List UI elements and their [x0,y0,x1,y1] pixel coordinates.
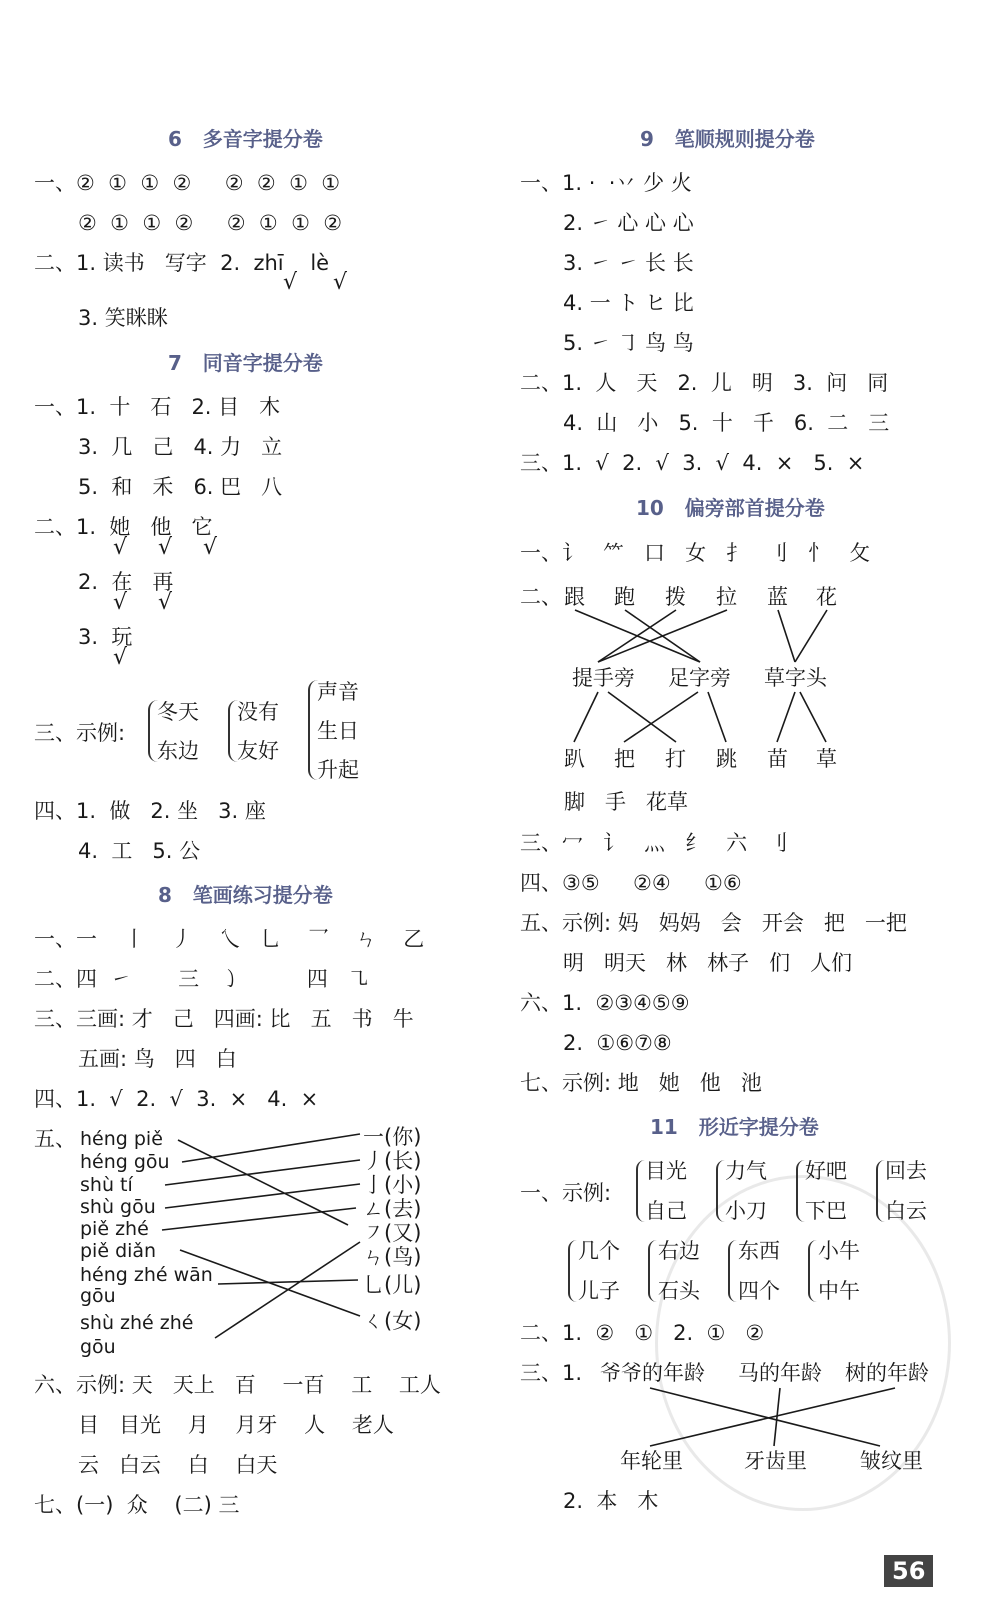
s8-line3: 三、三画: 才 己 四画: 比 五 书 牛 [34,1007,414,1031]
match-line [625,610,700,662]
radical-mid: 提手旁 [572,666,635,690]
place-label: 皱纹里 [860,1449,923,1473]
word: 声音 [317,680,359,704]
match-line [598,610,727,662]
section-9-title: 9 笔顺规则提分卷 [640,127,815,151]
pinyin: piě zhé [80,1218,149,1240]
radical-mid: 足字旁 [668,666,731,690]
check-mark: √ [158,535,173,560]
s7-line5: 2. 在 再 [78,570,174,594]
s9-line6: 二、1. 人 天 2. 儿 明 3. 问 同 [520,371,889,395]
s6-line4: 3. 笑眯眯 [78,306,168,330]
match-line [178,1140,348,1225]
s8-line6-label: 五、 [34,1127,76,1151]
s10-line4: 三、冖 讠 灬 纟 六 刂 [520,831,789,855]
pinyin: gōu [80,1285,116,1307]
match-line [598,610,676,662]
place-label: 年轮里 [620,1449,683,1473]
word: 儿子 [578,1279,620,1303]
s6-line1: 一、② ① ① ② ② ② ① ① [34,171,341,195]
word: 东边 [157,739,199,763]
s9-line1: 一、1. · ·丷 少 火 [520,171,692,195]
pinyin: shù tí [80,1174,133,1196]
match-line [182,1134,360,1162]
radical-top: 蓝 [767,585,788,609]
match-line [215,1242,360,1338]
pinyin: shù gōu [80,1196,156,1218]
match-line [575,610,700,662]
radical-top: 跑 [614,585,635,609]
section-11-title: 11 形近字提分卷 [650,1115,819,1139]
s7-line8: 四、1. 做 2. 坐 3. 座 [34,799,266,823]
age-label: 爷爷的年龄 [600,1361,705,1385]
word: 回去 [885,1159,927,1183]
stroke: ㇇(又) [363,1221,422,1245]
s10-line6: 五、示例: 妈 妈妈 会 开会 把 一把 [520,911,907,935]
pinyin: héng zhé wān [80,1264,213,1286]
s6-line2: ② ① ① ② ② ① ① ② [78,211,343,235]
stroke: 丿(长) [363,1149,422,1173]
s9-line5: 5. ㇀ ㇆ 鸟 鸟 [563,331,694,355]
s7-line3: 5. 和 禾 6. 巴 八 [78,475,283,499]
pinyin: héng piě [80,1128,163,1150]
brace [716,1160,725,1222]
stroke: 一(你) [363,1125,422,1149]
stroke: 乚(儿) [363,1273,422,1297]
radical-bot: 跳 [716,747,737,771]
s8-line8: 目 目光 月 月牙 人 老人 [78,1413,394,1437]
match-line [218,1280,358,1284]
s9-line3: 3. ㇀ ㇀ 长 长 [563,251,694,275]
s7-line6: 3. 玩 [78,625,133,649]
pinyin: piě diǎn [80,1240,157,1262]
radical-top: 花 [816,585,837,609]
stroke: ㄣ(鸟) [363,1245,422,1269]
word: 几个 [578,1239,620,1263]
s8-line7: 六、示例: 天 天上 百 一百 工 工人 [34,1373,441,1397]
s10-line2-label: 二、 [520,585,562,609]
brace [796,1160,805,1222]
word: 白云 [885,1199,927,1223]
brace [876,1160,885,1222]
radical-bot: 把 [614,747,635,771]
check-mark: √ [283,270,298,295]
radical-bot: 草 [816,747,837,771]
word: 没有 [237,700,279,724]
s8-line4: 五画: 鸟 四 白 [78,1047,237,1071]
check-mark: √ [113,535,128,560]
pinyin: héng gōu [80,1151,170,1173]
word: 好吧 [805,1159,847,1183]
brace [808,1240,817,1302]
s10-line10: 七、示例: 地 她 他 池 [520,1071,762,1095]
word: 下巴 [805,1199,847,1223]
s10-line8: 六、1. ②③④⑤⑨ [520,991,690,1015]
s8-line1: 一、一 丨 丿 乀 乚 乛 ㄣ 乙 [34,927,425,951]
word: 冬天 [157,700,199,724]
word: 右边 [658,1239,700,1263]
page-number: 56 [884,1555,933,1587]
s9-line8: 三、1. √ 2. √ 3. √ 4. × 5. × [520,451,865,475]
match-line [778,610,795,662]
s10-line1: 一、讠 ⺮ 口 女 扌 刂 忄 攵 [520,541,871,565]
age-label: 马的年龄 [738,1361,822,1385]
s7-line9: 4. 工 5. 公 [78,839,201,863]
s7-line7-label: 三、示例: [34,721,126,745]
word: 升起 [317,758,359,782]
word: 生日 [317,719,359,743]
check-mark: √ [203,535,218,560]
s11-line3-label: 三、1. [520,1361,583,1385]
s9-line4: 4. 一 ト ヒ 比 [563,291,694,315]
radical-top: 拨 [665,585,686,609]
s9-line2: 2. ㇀ 心 心 心 [563,211,694,235]
s7-line1: 一、1. 十 石 2. 目 木 [34,395,281,419]
match-line [795,610,827,662]
word: 自己 [645,1199,687,1223]
match-line [165,1160,360,1185]
match-line [624,692,698,742]
check-mark: √ [113,645,128,670]
section-7-title: 7 同音字提分卷 [168,351,323,375]
s8-line5: 四、1. √ 2. √ 3. × 4. × [34,1087,319,1111]
brace [568,1240,577,1302]
radical-bot: 打 [665,747,686,771]
s8-line9: 云 白云 白 白天 [78,1453,278,1477]
section-10-title: 10 偏旁部首提分卷 [636,496,825,520]
check-mark: √ [158,590,173,615]
word: 中午 [818,1279,860,1303]
radical-top: 拉 [716,585,737,609]
brace [636,1160,645,1222]
radical-mid: 草字头 [764,666,827,690]
radical-bot: 趴 [564,747,585,771]
word: 力气 [725,1159,767,1183]
word: 友好 [237,739,279,763]
check-mark: √ [113,590,128,615]
place-label: 牙齿里 [744,1449,807,1473]
word: 小牛 [818,1239,860,1263]
s10-line9: 2. ①⑥⑦⑧ [563,1031,672,1055]
match-line [574,692,598,742]
section-8-title: 8 笔画练习提分卷 [158,883,333,907]
pinyin: gōu [80,1336,116,1358]
word: 四个 [738,1279,780,1303]
s10-line5: 四、③⑤ ②④ ①⑥ [520,871,742,895]
age-label: 树的年龄 [845,1361,929,1385]
s8-line10: 七、(一) 众 (二) 三 [34,1493,240,1517]
s7-line2: 3. 几 己 4. 力 立 [78,435,283,459]
stroke: 亅(小) [363,1173,422,1197]
s9-line7: 4. 山 小 5. 十 千 6. 二 三 [563,411,890,435]
stroke: ㄥ(去) [363,1197,422,1221]
s11-line1-label: 一、示例: [520,1181,612,1205]
radical-top: 跟 [564,585,585,609]
word: 目光 [645,1159,687,1183]
s6-line3: 二、1. 读书 写字 2. zhī lè [34,251,330,275]
match-line [800,692,826,742]
word: 小刀 [725,1199,767,1223]
s10-line7: 明 明天 林 林子 们 人们 [563,951,853,975]
section-6-title: 6 多音字提分卷 [168,127,323,151]
match-line [162,1208,356,1230]
s11-line2: 二、1. ② ① 2. ① ② [520,1321,765,1345]
check-mark: √ [333,270,348,295]
stroke: ㄑ(女) [363,1309,422,1333]
match-line [708,692,726,742]
s11-line4: 2. 本 木 [563,1489,659,1513]
word: 石头 [658,1279,700,1303]
brace [648,1240,657,1302]
match-line [777,692,795,742]
radical-bot: 苗 [767,747,788,771]
s8-line2: 二、四 ㇀ 三 ㇁ 四 ㇈ [34,967,369,991]
word: 东西 [738,1239,780,1263]
brace [728,1240,737,1302]
pinyin: shù zhé zhé [80,1312,194,1334]
s10-line3: 脚 手 花草 [564,790,689,814]
match-line [165,1184,360,1208]
s7-line4: 二、1. 她 他 它 [34,515,213,539]
match-line [608,692,676,742]
